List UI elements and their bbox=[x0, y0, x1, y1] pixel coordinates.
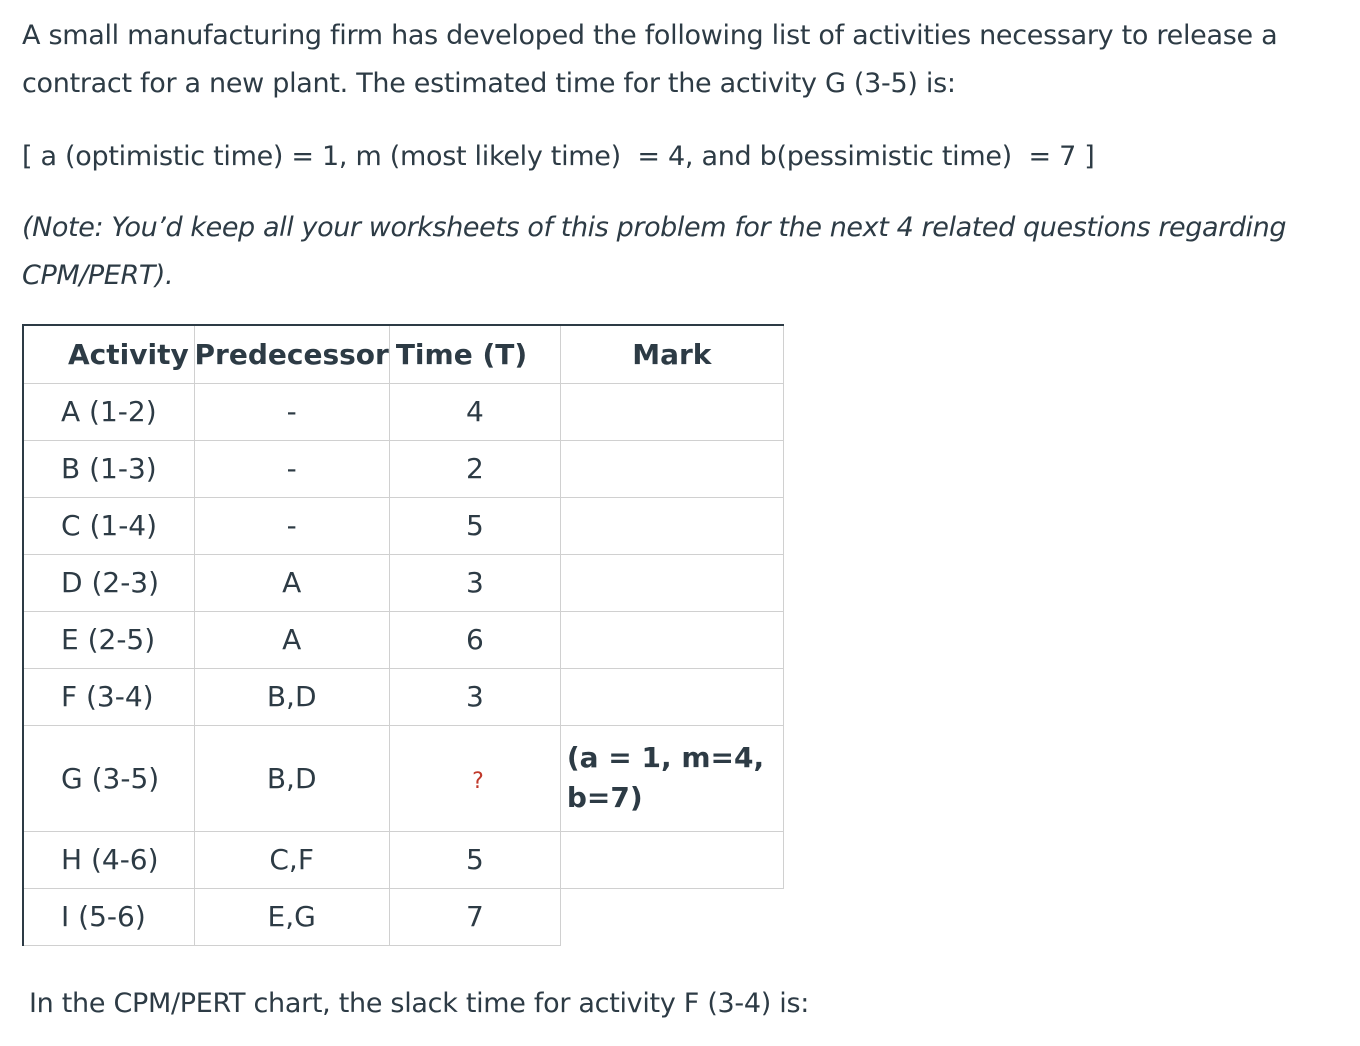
table-row bbox=[23, 888, 783, 945]
header-predecessor: Predecessor bbox=[194, 325, 389, 383]
time-cell: 4 bbox=[389, 383, 560, 440]
time-cell: 5 bbox=[389, 497, 560, 554]
time-cell: 7 bbox=[389, 888, 560, 945]
worksheet-note: (Note: You’d keep all your worksheets of this problem for the next 4 related questions regarding CPM/PERT). bbox=[22, 212, 1287, 291]
time-cell: 6 bbox=[389, 611, 560, 668]
question-text: In the CPM/PERT chart, the slack time for activity F (3-4) is: bbox=[29, 988, 810, 1019]
time-cell: 3 bbox=[389, 668, 560, 725]
header-time: Time (T) bbox=[389, 325, 560, 383]
mark-cell bbox=[560, 554, 783, 611]
time-cell: 5 bbox=[389, 831, 560, 888]
time-cell: 3 bbox=[389, 554, 560, 611]
activity-cell: E (2-5) bbox=[23, 611, 194, 668]
activity-cell: H (4-6) bbox=[23, 831, 194, 888]
time-cell bbox=[389, 725, 560, 831]
predecessor-cell: - bbox=[194, 497, 389, 554]
header-activity: Activity bbox=[23, 325, 194, 383]
table-row bbox=[23, 725, 783, 831]
activity-cell: C (1-4) bbox=[23, 497, 194, 554]
activity-cell: B (1-3) bbox=[23, 440, 194, 497]
activity-cell: D (2-3) bbox=[23, 554, 194, 611]
predecessor-cell: B,D bbox=[194, 668, 389, 725]
mark-cell bbox=[560, 888, 783, 945]
table-header-row bbox=[23, 325, 783, 383]
predecessor-cell: - bbox=[194, 383, 389, 440]
activity-cell: I (5-6) bbox=[23, 888, 194, 945]
mark-cell bbox=[560, 383, 783, 440]
time-estimate-params: [ a (optimistic time) = 1, m (most likely time) = 4, and b(pessimistic time) = 7 ] bbox=[22, 141, 1095, 172]
table-row bbox=[23, 611, 783, 668]
header-mark: Mark bbox=[560, 325, 783, 383]
table-row bbox=[23, 497, 783, 554]
predecessor-cell: - bbox=[194, 440, 389, 497]
activity-table bbox=[22, 324, 784, 946]
predecessor-cell: C,F bbox=[194, 831, 389, 888]
mark-cell bbox=[560, 831, 783, 888]
problem-intro: A small manufacturing firm has developed the following list of activities necessary to release a contract for a new plant. The estimated time for the activity G (3-5) is: bbox=[22, 20, 1278, 99]
mark-cell bbox=[560, 611, 783, 668]
predecessor-cell: B,D bbox=[194, 725, 389, 831]
mark-cell: (a = 1, m=4, b=7) bbox=[560, 725, 783, 831]
table-row bbox=[23, 440, 783, 497]
predecessor-cell: E,G bbox=[194, 888, 389, 945]
time-cell: 2 bbox=[389, 440, 560, 497]
table-row bbox=[23, 831, 783, 888]
mark-cell bbox=[560, 668, 783, 725]
mark-cell bbox=[560, 497, 783, 554]
table-row bbox=[23, 554, 783, 611]
mark-cell bbox=[560, 440, 783, 497]
table-row bbox=[23, 383, 783, 440]
activity-cell: A (1-2) bbox=[23, 383, 194, 440]
activity-cell: F (3-4) bbox=[23, 668, 194, 725]
activity-cell: G (3-5) bbox=[23, 725, 194, 831]
unknown-time-mark: ? bbox=[472, 768, 484, 794]
table-row bbox=[23, 668, 783, 725]
predecessor-cell: A bbox=[194, 611, 389, 668]
predecessor-cell: A bbox=[194, 554, 389, 611]
